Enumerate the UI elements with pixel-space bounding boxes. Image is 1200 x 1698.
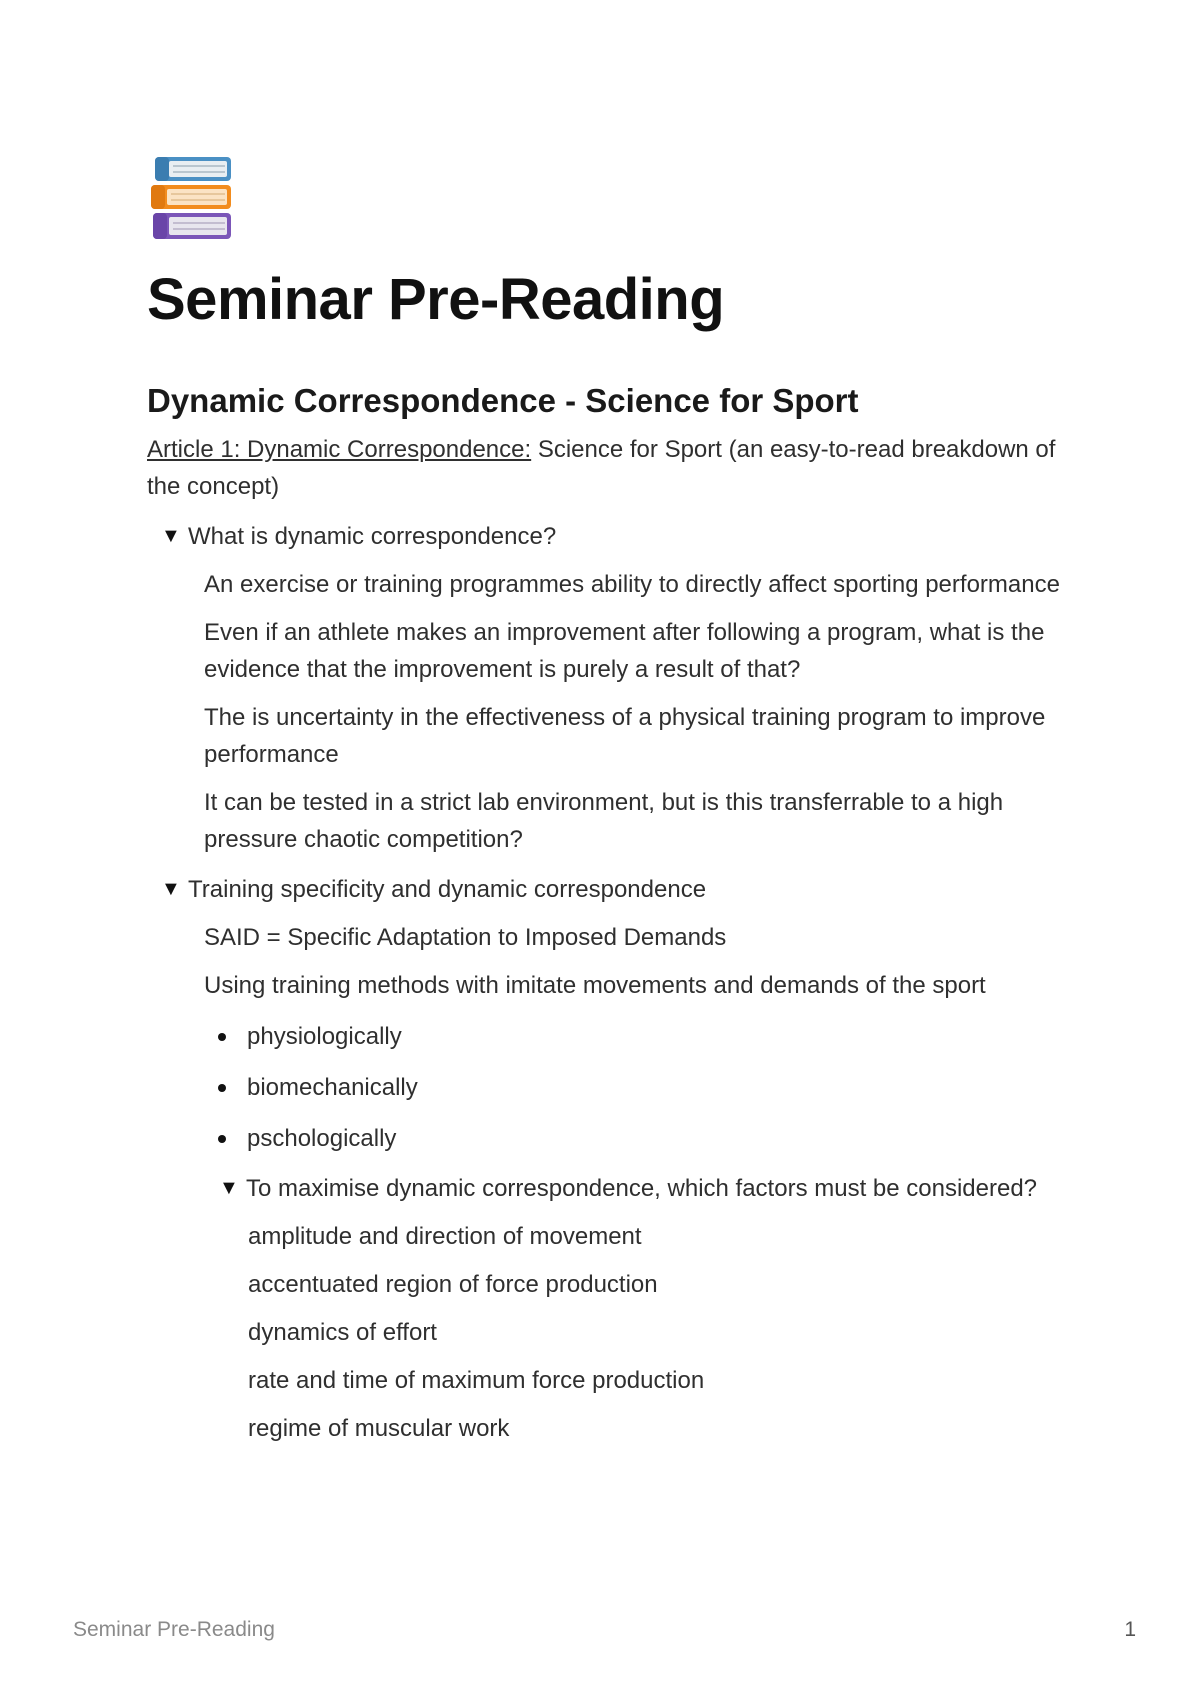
paragraph: Using training methods with imitate movements and demands of the sport bbox=[204, 972, 986, 999]
list-item bbox=[204, 1120, 1077, 1157]
article-link[interactable]: Article 1: Dynamic Correspondence: bbox=[147, 436, 532, 463]
toggle-training-specificity bbox=[161, 871, 1077, 1447]
section-heading: Dynamic Correspondence - Science for Sport bbox=[147, 382, 859, 419]
paragraph: The is uncertainty in the effectiveness of a physical training program to improve performance bbox=[204, 704, 1046, 768]
footer-title: Seminar Pre-Reading bbox=[73, 1618, 275, 1641]
list-item bbox=[204, 1018, 1077, 1055]
paragraph: An exercise or training programmes ability to directly affect sporting performance bbox=[204, 571, 1060, 598]
page-content bbox=[147, 155, 1077, 1447]
article-description: Science for Sport (an easy-to-read breakdown of the concept) bbox=[147, 436, 1056, 500]
toggle-triangle-down-icon[interactable]: ▼ bbox=[161, 878, 181, 900]
list-item-text: pschologically bbox=[247, 1125, 397, 1152]
bullet-dot-icon bbox=[218, 1033, 226, 1041]
bullet-list bbox=[204, 1018, 1077, 1157]
toggle-title: What is dynamic correspondence? bbox=[188, 523, 557, 550]
paragraph: rate and time of maximum force production bbox=[248, 1367, 705, 1394]
page-number: 1 bbox=[1124, 1618, 1136, 1641]
page-title: Seminar Pre-Reading bbox=[147, 267, 725, 332]
books-icon bbox=[147, 155, 235, 243]
toggle-header[interactable] bbox=[161, 518, 1077, 555]
paragraph: dynamics of effort bbox=[248, 1319, 437, 1346]
toggle-header[interactable] bbox=[219, 1170, 1077, 1207]
toggle-content bbox=[204, 566, 1077, 858]
paragraph: regime of muscular work bbox=[248, 1415, 510, 1442]
paragraph: Even if an athlete makes an improvement after following a program, what is the evidence that the improvement is purely a result of that? bbox=[204, 619, 1045, 683]
bullet-dot-icon bbox=[218, 1084, 226, 1092]
paragraph: It can be tested in a strict lab environment, but is this transferrable to a high pressure chaotic competition? bbox=[204, 789, 1004, 853]
toggle-maximise-factors bbox=[219, 1170, 1077, 1207]
toggle-content bbox=[204, 919, 1077, 1157]
bullet-dot-icon bbox=[218, 1135, 226, 1143]
toggle-title: To maximise dynamic correspondence, which factors must be considered? bbox=[246, 1175, 1038, 1202]
article-reference bbox=[147, 431, 1077, 505]
toggle-header[interactable] bbox=[161, 871, 1077, 908]
list-item-text: biomechanically bbox=[247, 1074, 418, 1101]
paragraph: accentuated region of force production bbox=[248, 1271, 658, 1298]
toggle-triangle-down-icon[interactable]: ▼ bbox=[219, 1177, 239, 1199]
toggle-title: Training specificity and dynamic correspondence bbox=[188, 876, 707, 903]
list-item bbox=[204, 1069, 1077, 1106]
list-item-text: physiologically bbox=[247, 1023, 402, 1050]
toggle-what-is-dynamic-correspondence bbox=[161, 518, 1077, 858]
paragraph: amplitude and direction of movement bbox=[248, 1223, 642, 1250]
toggle-triangle-down-icon[interactable]: ▼ bbox=[161, 525, 181, 547]
paragraph: SAID = Specific Adaptation to Imposed Demands bbox=[204, 924, 727, 951]
toggle-content bbox=[248, 1218, 1077, 1447]
